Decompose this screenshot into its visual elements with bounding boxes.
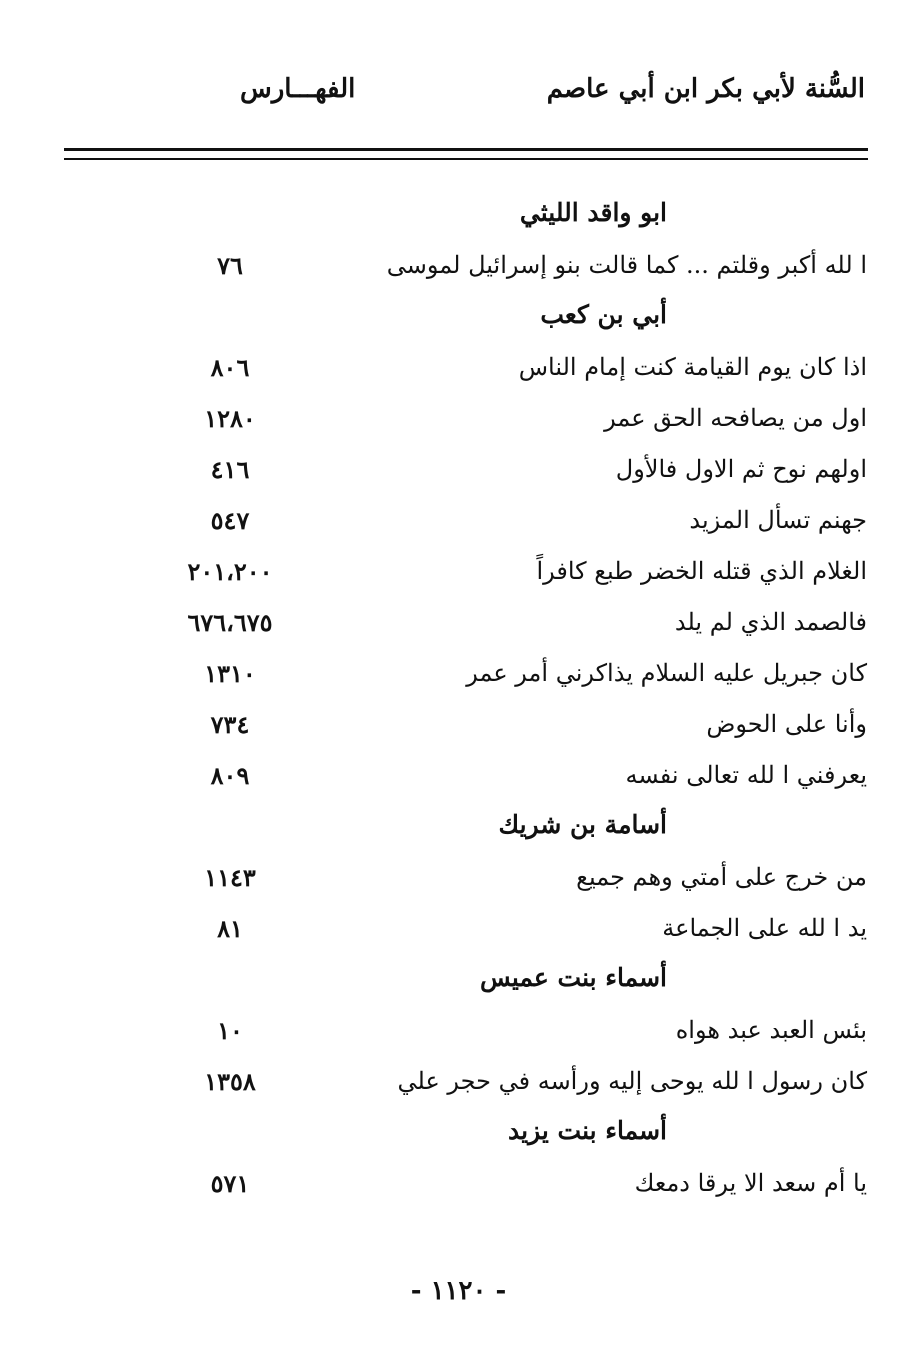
index-entry-row <box>0 1059 917 1110</box>
header-rule-thick <box>64 148 868 151</box>
hadith-text: جهنم تسأل المزيد <box>689 506 867 534</box>
narrator-heading: أسامة بن شريك <box>498 810 667 839</box>
narrator-heading-row <box>0 804 917 855</box>
index-entry-row <box>0 702 917 753</box>
hadith-text: يعرفني ا لله تعالى نفسه <box>625 761 867 789</box>
hadith-number: ٥٧١ <box>210 1169 250 1198</box>
index-entry-row <box>0 1008 917 1059</box>
narrator-heading-row <box>0 1110 917 1161</box>
page-header <box>0 74 917 124</box>
index-entry-row <box>0 651 917 702</box>
book-title: السُّنة لأبي بكر ابن أبي عاصم <box>546 74 865 104</box>
hadith-number: ١١٤٣ <box>204 863 256 892</box>
hadith-number: ٢٠١،٢٠٠ <box>187 557 273 586</box>
index-entry-row <box>0 1161 917 1212</box>
hadith-number: ١٣١٠ <box>204 659 256 688</box>
hadith-number: ٦٧٦،٦٧٥ <box>187 608 273 637</box>
header-rule-thin <box>64 158 868 160</box>
index-entry-row <box>0 549 917 600</box>
index-entry-row <box>0 753 917 804</box>
hadith-number: ٥٤٧ <box>210 506 250 535</box>
hadith-number: ١٢٨٠ <box>204 404 256 433</box>
index-entry-row <box>0 498 917 549</box>
hadith-text: اولهم نوح ثم الاول فالأول <box>615 455 867 483</box>
hadith-number: ١٠ <box>217 1016 243 1045</box>
index-entry-row <box>0 906 917 957</box>
hadith-text: يد ا لله على الجماعة <box>662 914 867 942</box>
narrator-heading: أبي بن كعب <box>540 300 667 329</box>
hadith-number: ٨٠٩ <box>210 761 250 790</box>
narrator-heading-row <box>0 294 917 345</box>
narrator-heading: أسماء بنت عميس <box>480 963 667 992</box>
narrator-heading: أسماء بنت يزيد <box>507 1116 667 1145</box>
hadith-text: اول من يصافحه الحق عمر <box>604 404 867 432</box>
hadith-text: كان جبريل عليه السلام يذاكرني أمر عمر <box>466 659 867 687</box>
hadith-number: ٤١٦ <box>210 455 250 484</box>
narrator-heading-row <box>0 957 917 1008</box>
index-entry-row <box>0 447 917 498</box>
narrator-heading: ابو واقد الليثي <box>519 198 667 227</box>
hadith-number: ٨٠٦ <box>210 353 250 382</box>
hadith-number: ٨١ <box>217 914 243 943</box>
hadith-text: كان رسول ا لله يوحى إليه ورأسه في حجر علي <box>397 1067 867 1095</box>
hadith-number: ٧٦ <box>217 251 243 280</box>
hadith-text: الغلام الذي قتله الخضر طبع كافراً <box>536 557 867 585</box>
hadith-text: ا لله أكبر وقلتم ... كما قالت بنو إسرائيل لموسى <box>386 251 867 279</box>
index-entry-row <box>0 345 917 396</box>
hadith-text: فالصمد الذي لم يلد <box>674 608 867 636</box>
hadith-number: ١٣٥٨ <box>204 1067 256 1096</box>
hadith-text: من خرج على أمتي وهم جميع <box>576 863 867 891</box>
index-list <box>0 192 917 1212</box>
index-entry-row <box>0 243 917 294</box>
hadith-text: اذا كان يوم القيامة كنت إمام الناس <box>518 353 867 381</box>
page-number: - ١١٢٠ - <box>410 1276 507 1306</box>
index-entry-row <box>0 600 917 651</box>
hadith-text: وأنا على الحوض <box>706 710 867 738</box>
hadith-text: بئس العبد عبد هواه <box>675 1016 867 1044</box>
index-entry-row <box>0 396 917 447</box>
hadith-text: يا أم سعد الا يرقا دمعك <box>634 1169 867 1197</box>
hadith-number: ٧٣٤ <box>210 710 250 739</box>
narrator-heading-row <box>0 192 917 243</box>
index-entry-row <box>0 855 917 906</box>
section-title: الفهـــارس <box>240 74 356 104</box>
